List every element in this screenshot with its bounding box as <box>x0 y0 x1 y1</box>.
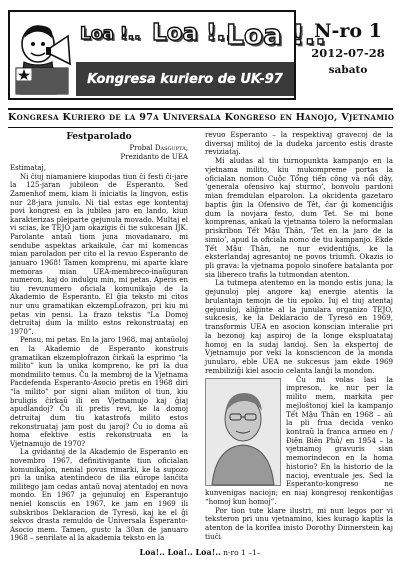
author-role: Prezidanto de UEA <box>120 152 188 161</box>
logo-title <box>76 18 326 62</box>
author-surname: Dasgupta <box>154 144 186 152</box>
esperanto-flag-icon <box>16 68 68 94</box>
article-paragraph: Pensu, mi petas. En la jaro 1968, maj antaŭoloj en la Akademio de Esperanto konstruis gramatikan ekzemplofrazon ĉirkaŭ la esprimo “la milito” kun la unika kompreno, ke pri la dua mondmilito temus. Ĉu la membroj de la Vjetnama Pacdefenda Esperanto-Asocio pretis en 1968 diri “la milito” por signi alian militon ol tiun, kiu bruligis ĉirkaŭ ili en Vjetnamujo kaj ĝiaj apudlandoj? Ĉu ili pretis revi, ke la domoj detruitaj dum tiu katastrofa milito estos rekonstruataj jam post du jaroj? Ĉu io doma aŭ homa efektive estis rekonstruata en la Vjetnamujo de 1970? <box>10 336 188 448</box>
author-suffix: , <box>185 144 188 152</box>
portrait-icon <box>206 379 280 485</box>
article-paragraph: La tutmepa atentemo en la mondo estis juna; la gejunuloj plej angore kaj energie atentis la brulantajn temojn de tiu epoko. Iuj el tiuj atentaj gejunuloj, aliĝinte al la junulara organizo TEJO, sukcesis, ke la Deklaracio de Tyresö en 1969, transformis UEA en asocion konscian interalie pri la bezonoj kaj aspiroj de la longe ekspluatataj homoj en la sudaj landoj. Sen la ekspertoj de Vjetnamujo por veki la konsciencon de la monda junularo, eble UEA ne sukcesus jam ekde 1969 rembiliziĝi kiel asocio celanta lanĝi la mondon. <box>205 278 393 375</box>
footer-issue: n-ro 1 <box>223 548 246 557</box>
masthead <box>8 8 393 104</box>
article-paragraph: Por tion tute klare ilustri, mi nun legos por vi teksteron pri unu vjetnamino, kies kurago kaptis la atenton de la korifea inisto Dorothy Dinnerstein kaj tiuĉi <box>205 505 393 541</box>
article-title: Festparolado <box>66 132 132 142</box>
left-column <box>10 131 188 543</box>
article-paragraph: revuo Esperanto – la respektivaj gravecoj de la diversaj militoj de la dudeka jarcento estis draste reviziataj. <box>205 130 393 157</box>
article-paragraph: Mi aludas al tiu turnopunkta kampanjo en la vjetnama milito, kiu mukompreme portas la oficialan nomon Cuộc Tổng tiến công và nổi dậy, ‘generala ofensivo kaj sturmo’, bonvolu pardoni mian fremdulan elparolon. La okcidenta gazetaro baptis ĝin la Ofensivo de Têt, ĉar ĝi komenciĝis dum la novjara festo, dum Tet. Se mi bone komprenas, ankaŭ la vjetnama tolero la neformalan priskribon Tết Mậu Thân, ‘Tet en la jaro de la simio’, apud la oficiala nomo de tiu kampanjo. Ekde Tết Mậu Thân, ne nur evidentiĝis, ke la eksterlandaj agresantoj ne povos triumfi. Okazis io pli grava: la vjetnama popolo sinofere batalanta por sia libereco trafis la tutmondan atenton. <box>205 156 393 279</box>
author-photo <box>205 378 281 486</box>
logo-subtitle: Kongresa kuriero de UK-97 <box>87 71 283 87</box>
issue-number: N-ro 1 <box>314 20 382 42</box>
article-author <box>10 144 188 153</box>
page-footer <box>0 547 400 557</box>
footer-title: Loa!.. Loa!.. Loa!.. <box>139 547 221 557</box>
article-paragraph: Ĉu mi volas lasi la impreson, ke nur per la milito mem, markita per mejloŝtonoj kiel la kampanjo Tết Mậu Thân en 1968 – aŭ la pli frua decida venko kontraŭ la franca armeo en /Điện Biên Phủ/ en 1954 – la vjetnamoj gravuris sian memorindecon en la homa historio? En la historio de la nacioj, eventuale jes. Sed la Esperanto-kongreso ne kunvenigas naciojn; en niaj kongresoj renkontiĝas “homoj kun homoj”. <box>205 374 393 506</box>
newsletter-logo <box>8 10 326 100</box>
issue-date: 2012-07-28 <box>311 46 385 60</box>
article-paragraph: La gvidantoj de la Akademio de Esperanto en novembro 1967, definitivigante tiun oficialan komunikaĵon, nenial povus rimarki, ke la supozo pri la unika atentindeco de ilia eŭrope lanĉita militego jam cedas antaŭ novaj atentadoj en nova mondo. En 1967 ja gejunuloj en Esperantujo neniel konsciis en 1967, ke jam en 1969 ili subskribos Deklaracion de Tyresö, kaj ke el ĝi sekvos drasta remuldo de Universala Esperanto-Asocio mem. Tamen, gustc la 30an de januaro 1968 – senrilate al la akademia teksto en la <box>10 448 188 543</box>
logo-subtitle-band <box>76 62 294 96</box>
issue-info <box>303 10 393 100</box>
left-paragraphs <box>10 164 188 543</box>
article-paragraph: Ni ĉiuj niamaniere kiupodas tiun ĉi festi ĉi-jare la 125-jaran jubileon de Esperanto. Sed Zamenhof mem, kiam li iniciatis la lingvon, estis nur 28-jara junulo. Ni tial estas ege kontentaj povi kongresi en la jubilea jaro en lando, kiun karakterizas plejparte gejunula movado. Multaj el vi scias, ke TEJO jam okazigis ĉi tie sukcesan IJK. Parolante antaŭ tiom juna movadanaro, mi sendube aspektas arkaikule, ĉar mi komencas mian paroladon per cito el la revuo Esperanto de januaro 1968! Tamen komprenu, mi aparte klare memoras mian UEA-membreco-inaŭguran numeron, kaj do indulgu min, mi petas. Aperis en tiu revunumero oficiala komunikaĵo de la Akademio de Esperanto. El ĝia teksto mi citos nur unu gramatikan ekzempLofrazon, pri kiu mi petas vin pensi. La frazo tekstis “La Domoj detruitaj dum la milito estos rekonstruataj en 1970”. <box>10 172 188 336</box>
logo-title-word-2: Loa !.. <box>152 20 234 46</box>
headline-top-rule <box>8 108 393 110</box>
page-headline: Kongresa Kuriero de la 97a Universala Kongreso en Hanojo, Vjetnamio <box>8 112 395 123</box>
author-first-name: Probal <box>129 144 155 152</box>
headline-bottom-rule <box>8 127 393 128</box>
right-column <box>205 131 393 542</box>
footer-page-number: –1– <box>248 548 261 557</box>
article-paragraph: Estimataj, <box>10 164 46 173</box>
logo-title-word-3: Loa !.. <box>226 18 326 51</box>
right-paragraphs-top <box>205 131 393 376</box>
logo-title-word-1: Loa !.. <box>80 24 141 44</box>
issue-day: sabato <box>328 64 368 76</box>
